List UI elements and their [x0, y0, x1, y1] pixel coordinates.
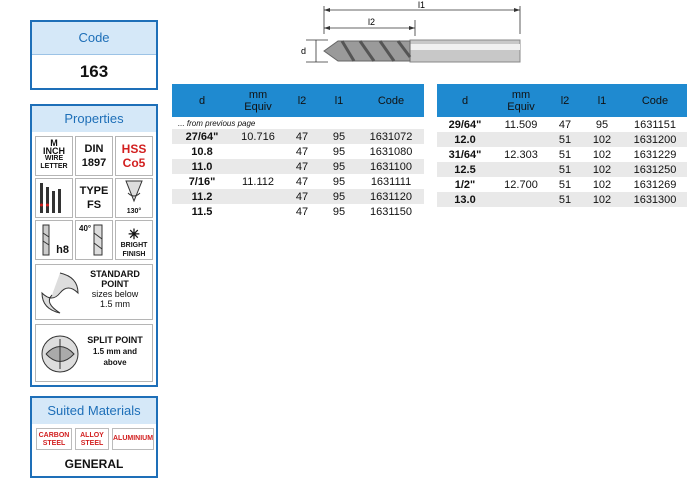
tolerance-icon — [35, 220, 73, 260]
properties-panel — [30, 104, 158, 387]
split-point-icon — [38, 329, 82, 379]
cell-l1: 102 — [581, 162, 623, 177]
cell-code: 1631072 — [358, 129, 424, 144]
cell-l2: 47 — [284, 129, 320, 144]
helix-angle-label: 40° — [79, 224, 92, 233]
material-alloy-steel — [75, 428, 109, 450]
point-angle-icon — [115, 178, 153, 218]
standard-point-line: sizes below — [91, 289, 139, 299]
material-general: GENERAL — [64, 457, 124, 471]
cell-l2: 51 — [549, 162, 581, 177]
materials-title: Suited Materials — [32, 398, 156, 424]
cell-code: 1631111 — [370, 175, 412, 188]
point-angle-label: 130° — [126, 208, 142, 215]
header-d: d — [172, 84, 232, 117]
cell-l2: 47 — [295, 175, 309, 188]
cell-d: 13.0 — [437, 192, 493, 207]
cell-mm: 11.112 — [241, 175, 274, 188]
cell-d: 1/2" — [454, 178, 476, 191]
cell-d: 27/64" — [172, 129, 232, 144]
cell-code: 1631080 — [369, 145, 413, 158]
cell-d: 31/64" — [448, 148, 482, 161]
cell-mm — [232, 159, 284, 174]
d-label: d — [301, 46, 307, 56]
table-row — [437, 117, 687, 132]
cell-l1: 95 — [595, 118, 609, 131]
table-row — [172, 159, 424, 174]
l2-label: l2 — [368, 17, 376, 27]
header-d: d — [437, 84, 493, 117]
finish-line: BRIGHT — [120, 242, 148, 249]
bright-finish-badge — [115, 220, 153, 260]
cell-mm: 12.700 — [504, 178, 538, 191]
type-fs-badge — [75, 178, 113, 218]
standard-point-line: 1.5 mm — [99, 299, 130, 309]
table-row — [172, 189, 424, 204]
table-row — [172, 174, 424, 189]
cell-mm: 12.303 — [504, 148, 538, 161]
split-point-line: SPLIT POINT — [87, 335, 143, 345]
din-badge-line: DIN — [84, 143, 104, 155]
table-row — [172, 129, 424, 144]
cell-l1: 95 — [320, 189, 358, 204]
material-line: STEEL — [42, 440, 66, 447]
cell-l2: 51 — [558, 178, 572, 191]
cell-code: 1631300 — [623, 192, 687, 207]
drill-dimension-diagram — [298, 0, 528, 75]
header-code: Code — [358, 84, 424, 117]
standard-point-line: POINT — [101, 279, 129, 289]
cell-mm — [493, 162, 549, 177]
cell-code: 1631269 — [633, 178, 677, 191]
table-row — [437, 177, 687, 192]
table-row — [437, 147, 687, 162]
table-row — [172, 144, 424, 159]
cell-d: 29/64" — [448, 118, 482, 131]
cell-l2: 47 — [558, 118, 572, 131]
inch-badge-line: INCH — [43, 146, 65, 156]
cell-l2: 47 — [295, 205, 309, 218]
suited-materials-panel — [30, 396, 158, 478]
header-equiv: Equiv — [507, 100, 535, 113]
cell-code: 1631229 — [633, 148, 677, 161]
split-point-line: above — [103, 358, 127, 367]
cell-d: 11.0 — [172, 159, 232, 174]
cell-l1: 102 — [581, 132, 623, 147]
cell-l2: 51 — [549, 192, 581, 207]
standard-point-box — [35, 264, 153, 320]
cell-code: 1631150 — [369, 205, 412, 218]
cell-code: 1631200 — [623, 132, 687, 147]
table-row — [437, 162, 687, 177]
cell-d: 12.0 — [437, 132, 493, 147]
table-row — [172, 204, 424, 219]
material-line: ALLOY — [80, 432, 104, 439]
cell-l2: 47 — [284, 189, 320, 204]
cell-l1: 95 — [332, 205, 346, 218]
material-line: ALUMINIUM — [113, 435, 154, 442]
header-l1: l1 — [581, 84, 623, 117]
material-aluminium — [112, 428, 154, 450]
cell-l1: 95 — [332, 145, 346, 158]
cell-d: 10.8 — [191, 145, 213, 158]
cell-code: 1631250 — [623, 162, 687, 177]
split-point-box — [35, 324, 153, 382]
properties-title: Properties — [32, 106, 156, 132]
cell-l1: 95 — [320, 159, 358, 174]
cell-l2: 47 — [295, 145, 309, 158]
cell-d: 12.5 — [437, 162, 493, 177]
cell-d: 11.2 — [172, 189, 232, 204]
inch-wire-letter-badge — [35, 136, 73, 176]
standard-point-icon — [38, 269, 82, 317]
cell-l2: 47 — [284, 159, 320, 174]
header-l2: l2 — [549, 84, 581, 117]
standard-point-line: STANDARD — [90, 269, 140, 279]
cell-d: 11.5 — [191, 205, 213, 218]
helix-angle-icon — [75, 220, 113, 260]
table-header-row — [172, 84, 424, 117]
material-line: CARBON — [38, 432, 70, 439]
code-panel — [30, 20, 158, 90]
code-panel-title: Code — [32, 22, 156, 55]
header-l1: l1 — [320, 84, 358, 117]
inch-badge-line: M — [50, 138, 58, 148]
cell-code: 1631100 — [358, 159, 424, 174]
din-badge — [75, 136, 113, 176]
l1-label: l1 — [418, 0, 426, 10]
hss-badge-line: Co5 — [122, 156, 146, 170]
cell-mm: 10.716 — [232, 129, 284, 144]
cell-mm — [232, 204, 284, 219]
material-carbon-steel — [36, 428, 72, 450]
header-equiv: Equiv — [244, 100, 272, 113]
finish-line: FINISH — [122, 251, 146, 258]
cell-mm — [232, 144, 284, 159]
cell-mm: 11.509 — [504, 118, 538, 131]
drill-set-icon — [35, 178, 73, 218]
table-row — [437, 132, 687, 147]
cell-l1: 95 — [320, 129, 358, 144]
material-line: STEEL — [80, 440, 104, 447]
cell-l2: 51 — [558, 148, 572, 161]
din-badge-line: 1897 — [81, 157, 107, 169]
table-row — [437, 192, 687, 207]
hss-co5-badge — [115, 136, 153, 176]
inch-badge-line: WIRE — [44, 155, 64, 162]
cell-l2: 51 — [549, 132, 581, 147]
cell-l1: 95 — [332, 175, 346, 188]
inch-badge-line: LETTER — [40, 163, 68, 170]
code-value: 163 — [79, 62, 109, 81]
drill-table-left — [172, 84, 424, 219]
cell-mm — [493, 132, 549, 147]
tolerance-label: h8 — [56, 244, 69, 256]
cell-mm — [493, 192, 549, 207]
type-badge-line: TYPE — [79, 185, 109, 197]
cell-code: 1631120 — [358, 189, 424, 204]
type-badge-line: FS — [86, 199, 102, 211]
cell-l1: 102 — [592, 178, 612, 191]
header-mm: mm — [511, 88, 531, 101]
cell-code: 1631151 — [633, 118, 676, 131]
header-mm: mm — [248, 88, 268, 101]
split-point-line: 1.5 mm and — [92, 347, 137, 356]
left-table-body — [172, 129, 424, 219]
hss-badge-line: HSS — [121, 142, 147, 156]
drill-set-svg — [36, 179, 72, 217]
header-l2: l2 — [284, 84, 320, 117]
cell-l1: 102 — [581, 192, 623, 207]
header-mm-equiv — [232, 84, 284, 117]
cell-d: 7/16" — [188, 175, 216, 188]
drill-shank-svg — [38, 223, 56, 259]
header-mm-equiv — [493, 84, 549, 117]
point-angle-svg — [116, 179, 152, 205]
drill-table-right — [437, 84, 687, 207]
sparkle-icon: ✳ — [128, 226, 140, 242]
cell-l1: 102 — [592, 148, 612, 161]
previous-page-note: ... from previous page — [178, 118, 256, 128]
header-code: Code — [623, 84, 687, 117]
cell-mm — [232, 189, 284, 204]
table-header-row — [437, 84, 687, 117]
right-table-body — [437, 117, 687, 207]
